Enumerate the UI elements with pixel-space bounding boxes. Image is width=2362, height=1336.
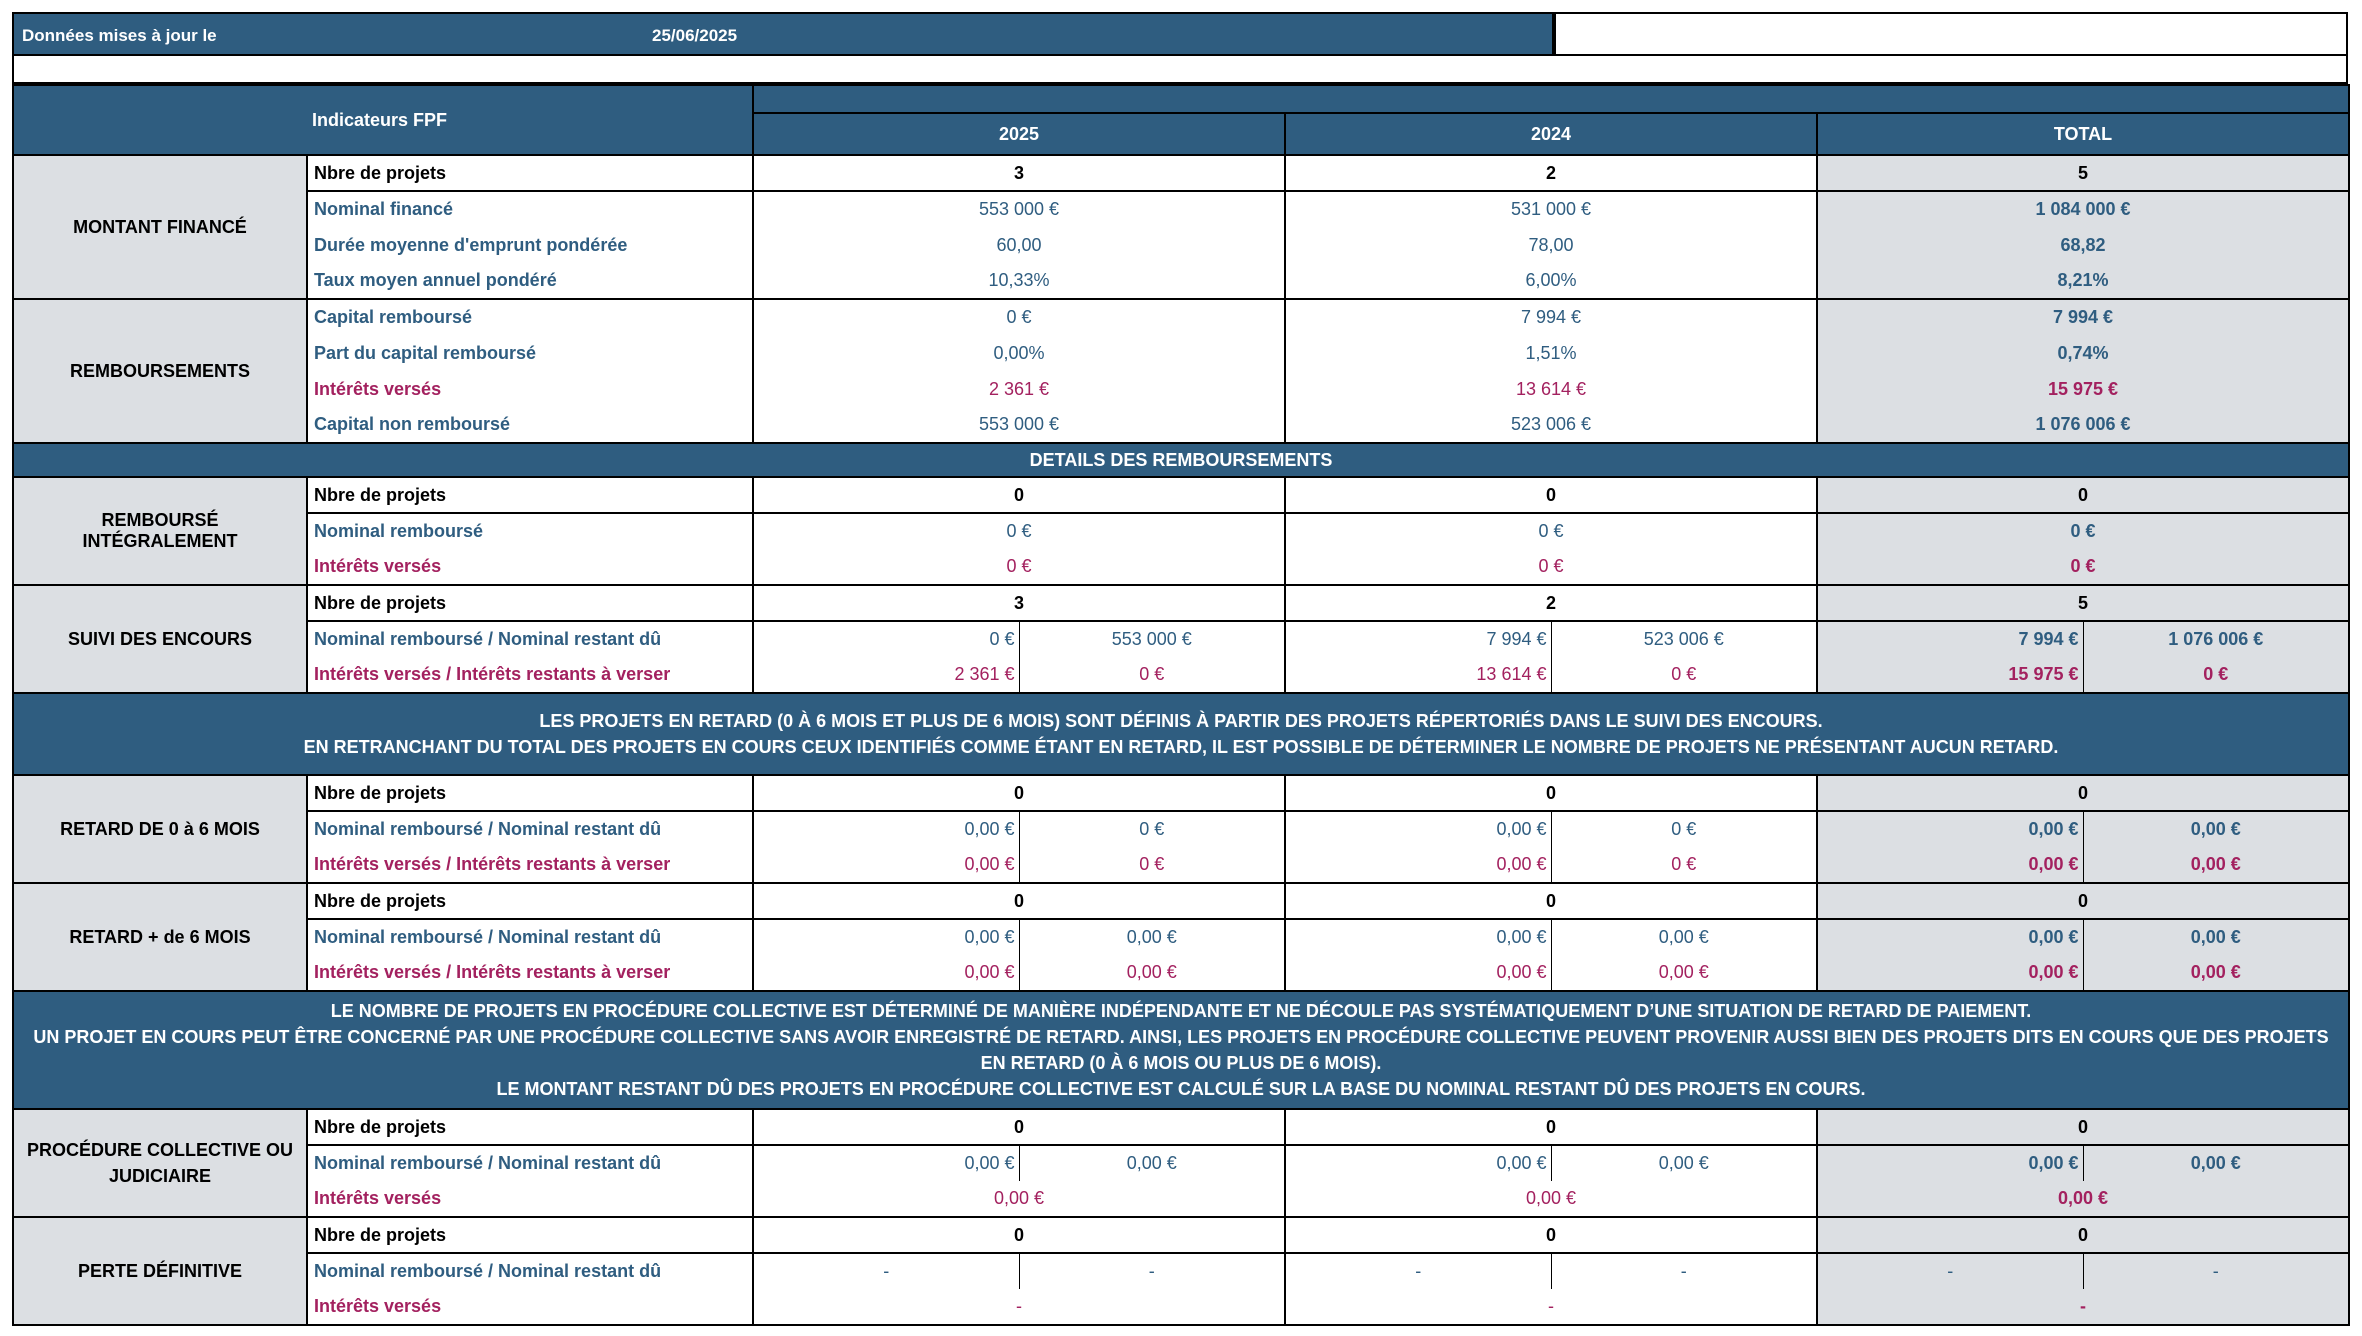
row-label: Nbre de projets	[307, 775, 753, 811]
spacer-row	[12, 56, 2348, 84]
cell-2024: 0	[1285, 1109, 1817, 1145]
cell-total-b: 0,00 €	[2083, 811, 2349, 847]
cell-total: 0	[1817, 477, 2349, 513]
row-label: Nominal remboursé	[307, 513, 753, 549]
update-info-bar	[12, 12, 1554, 56]
cell-total: 68,82	[1817, 227, 2349, 263]
update-label: Données mises à jour le	[22, 26, 217, 45]
row-label: Nbre de projets	[307, 155, 753, 191]
cell-total-b: 0,00 €	[2083, 847, 2349, 883]
row-label: Nbre de projets	[307, 1217, 753, 1253]
row-label: Intérêts versés	[307, 549, 753, 585]
row-label: Nominal remboursé / Nominal restant dû	[307, 811, 753, 847]
cell-2024-a: 0,00 €	[1285, 955, 1551, 991]
cell-2024-a: 13 614 €	[1285, 657, 1551, 693]
year-2025-header: 2025	[753, 113, 1285, 155]
cell-2025: 2 361 €	[753, 371, 1285, 407]
section-remboursements: REMBOURSEMENTS	[13, 299, 307, 443]
cell-total: 0	[1817, 883, 2349, 919]
cell-total-a: 0,00 €	[1817, 955, 2083, 991]
cell-2025-b: 0,00 €	[1019, 955, 1285, 991]
row-label: Intérêts versés	[307, 371, 753, 407]
cell-total: 1 084 000 €	[1817, 191, 2349, 227]
cell-total-b: 0,00 €	[2083, 1145, 2349, 1181]
banner-line: EN RETRANCHANT DU TOTAL DES PROJETS EN COURS CEUX IDENTIFIÉS COMME ÉTANT EN RETARD, IL EST POSSIBLE DE DÉTERMINER LE NOMBRE DE PROJETS NE PRÉSENTANT AUCUN RETARD.	[303, 737, 2059, 757]
banner-line: LES PROJETS EN RETARD (0 À 6 MOIS ET PLUS DE 6 MOIS) SONT DÉFINIS À PARTIR DES PROJETS RÉPERTORIÉS DANS LE SUIVI DES ENCOURS.	[539, 711, 1823, 731]
update-date: 25/06/2025	[652, 26, 738, 45]
total-header: TOTAL	[1817, 113, 2349, 155]
cell-2024-b: -	[1551, 1253, 1817, 1289]
cell-2024-b: 0 €	[1551, 847, 1817, 883]
year-2024-header: 2024	[1285, 113, 1817, 155]
row-label: Durée moyenne d'emprunt pondérée	[307, 227, 753, 263]
cell-2024-b: 0,00 €	[1551, 919, 1817, 955]
cell-2024: 2	[1285, 155, 1817, 191]
cell-total: 0	[1817, 775, 2349, 811]
cell-2024: 7 994 €	[1285, 299, 1817, 335]
cell-2024: 2	[1285, 585, 1817, 621]
section-perte-definitive: PERTE DÉFINITIVE	[13, 1217, 307, 1325]
cell-2025: 0,00 €	[753, 1181, 1285, 1217]
cell-2024: 6,00%	[1285, 263, 1817, 299]
row-label: Intérêts versés / Intérêts restants à verser	[307, 847, 753, 883]
banner-line: UN PROJET EN COURS PEUT ÊTRE CONCERNÉ PAR UNE PROCÉDURE COLLECTIVE SANS AVOIR ENREGISTRÉ DE RETARD. AINSI, LES PROJETS EN PROCÉDURE COLLECTIVE PEUVENT PROVENIR AUSSI BIEN DES PROJETS DITS EN COURS QUE DES PROJETS	[33, 1027, 2329, 1047]
cell-total-a: 0,00 €	[1817, 811, 2083, 847]
cell-total: 0,74%	[1817, 335, 2349, 371]
cell-2025: 553 000 €	[753, 191, 1285, 227]
cell-2025: 0 €	[753, 513, 1285, 549]
cell-total: 7 994 €	[1817, 299, 2349, 335]
row-label: Intérêts versés	[307, 1181, 753, 1217]
section-rembourse-integralement: REMBOURSÉ INTÉGRALEMENT	[13, 477, 307, 585]
cell-2025: 0	[753, 477, 1285, 513]
cell-2025-b: 0 €	[1019, 657, 1285, 693]
row-label: Nominal remboursé / Nominal restant dû	[307, 1145, 753, 1181]
row-label: Intérêts versés / Intérêts restants à verser	[307, 657, 753, 693]
cell-2024: 0	[1285, 775, 1817, 811]
cell-total: 0 €	[1817, 513, 2349, 549]
cell-2024: 531 000 €	[1285, 191, 1817, 227]
cell-2025-b: 553 000 €	[1019, 621, 1285, 657]
row-label: Nbre de projets	[307, 883, 753, 919]
row-label: Nominal financé	[307, 191, 753, 227]
cell-2025: 0	[753, 775, 1285, 811]
indicators-title: Indicateurs FPF	[13, 85, 753, 155]
banner-line: LE NOMBRE DE PROJETS EN PROCÉDURE COLLECTIVE EST DÉTERMINÉ DE MANIÈRE INDÉPENDANTE ET NE DÉCOULE PAS SYSTÉMATIQUEMENT D’UNE SITUATION DE RETARD DE PAIEMENT.	[330, 1001, 2032, 1021]
cell-2024: 0 €	[1285, 513, 1817, 549]
cell-2025-b: 0 €	[1019, 811, 1285, 847]
cell-2025: -	[753, 1289, 1285, 1325]
cell-2025-a: 2 361 €	[753, 657, 1019, 693]
row-label: Capital non remboursé	[307, 407, 753, 443]
row-label: Intérêts versés	[307, 1289, 753, 1325]
cell-total-a: 15 975 €	[1817, 657, 2083, 693]
header-empty-cell	[1554, 12, 2348, 56]
cell-2024: 0	[1285, 1217, 1817, 1253]
cell-2024-a: 0,00 €	[1285, 847, 1551, 883]
cell-2025: 0 €	[753, 299, 1285, 335]
cell-2025-a: 0,00 €	[753, 811, 1019, 847]
section-montant-finance: MONTANT FINANCÉ	[13, 155, 307, 299]
cell-2024-b: 0 €	[1551, 811, 1817, 847]
cell-2024-b: 523 006 €	[1551, 621, 1817, 657]
row-label: Nominal remboursé / Nominal restant dû	[307, 1253, 753, 1289]
banner-line: EN RETARD (0 À 6 MOIS OU PLUS DE 6 MOIS).	[980, 1053, 1382, 1073]
cell-2024-a: -	[1285, 1253, 1551, 1289]
cell-total: 5	[1817, 585, 2349, 621]
cell-2025: 553 000 €	[753, 407, 1285, 443]
cell-total-a: 7 994 €	[1817, 621, 2083, 657]
row-label: Nominal remboursé / Nominal restant dû	[307, 919, 753, 955]
cell-total-b: 0 €	[2083, 657, 2349, 693]
cell-2024-a: 7 994 €	[1285, 621, 1551, 657]
cell-total: 8,21%	[1817, 263, 2349, 299]
cell-2025-a: 0,00 €	[753, 847, 1019, 883]
procedure-info-banner	[13, 991, 2349, 1109]
cell-total-b: 1 076 006 €	[2083, 621, 2349, 657]
cell-total-a: 0,00 €	[1817, 847, 2083, 883]
cell-total: 0 €	[1817, 549, 2349, 585]
cell-2024: 13 614 €	[1285, 371, 1817, 407]
cell-2024-b: 0,00 €	[1551, 1145, 1817, 1181]
cell-total: 15 975 €	[1817, 371, 2349, 407]
row-label: Nbre de projets	[307, 1109, 753, 1145]
cell-2025: 3	[753, 155, 1285, 191]
section-retard-plus-6: RETARD + de 6 MOIS	[13, 883, 307, 991]
cell-2025-a: 0,00 €	[753, 1145, 1019, 1181]
cell-total: 0	[1817, 1109, 2349, 1145]
header-blank	[753, 85, 2349, 113]
retard-info-banner	[13, 693, 2349, 775]
row-label: Taux moyen annuel pondéré	[307, 263, 753, 299]
row-label: Part du capital remboursé	[307, 335, 753, 371]
cell-2025: 10,33%	[753, 263, 1285, 299]
details-title: DETAILS DES REMBOURSEMENTS	[13, 443, 2349, 477]
cell-total: 1 076 006 €	[1817, 407, 2349, 443]
banner-line: LE MONTANT RESTANT DÛ DES PROJETS EN PROCÉDURE COLLECTIVE EST CALCULÉ SUR LA BASE DU NOMINAL RESTANT DÛ DES PROJETS EN COURS.	[496, 1079, 1866, 1099]
section-suivi-encours: SUIVI DES ENCOURS	[13, 585, 307, 693]
cell-2025: 60,00	[753, 227, 1285, 263]
cell-2024-b: 0,00 €	[1551, 955, 1817, 991]
cell-2025: 0	[753, 1217, 1285, 1253]
cell-2025-a: 0,00 €	[753, 955, 1019, 991]
row-label: Nbre de projets	[307, 477, 753, 513]
cell-2025-b: 0 €	[1019, 847, 1285, 883]
cell-2024: 0	[1285, 477, 1817, 513]
cell-2025: 0 €	[753, 549, 1285, 585]
cell-total: 5	[1817, 155, 2349, 191]
cell-total-b: 0,00 €	[2083, 919, 2349, 955]
cell-2025: 3	[753, 585, 1285, 621]
cell-total: -	[1817, 1289, 2349, 1325]
row-label: Intérêts versés / Intérêts restants à verser	[307, 955, 753, 991]
cell-total-a: -	[1817, 1253, 2083, 1289]
cell-2024: 0 €	[1285, 549, 1817, 585]
cell-2025-a: 0,00 €	[753, 919, 1019, 955]
cell-2024: 0	[1285, 883, 1817, 919]
cell-2025: 0	[753, 1109, 1285, 1145]
cell-total-a: 0,00 €	[1817, 919, 2083, 955]
fpf-indicators-table	[12, 84, 2350, 1326]
cell-2025: 0	[753, 883, 1285, 919]
cell-2025-a: 0 €	[753, 621, 1019, 657]
cell-2025-b: -	[1019, 1253, 1285, 1289]
cell-2025-b: 0,00 €	[1019, 1145, 1285, 1181]
cell-2024: 78,00	[1285, 227, 1817, 263]
cell-2024: 523 006 €	[1285, 407, 1817, 443]
section-retard-0-6: RETARD DE 0 à 6 MOIS	[13, 775, 307, 883]
cell-2024-a: 0,00 €	[1285, 1145, 1551, 1181]
cell-2024: -	[1285, 1289, 1817, 1325]
row-label: Nbre de projets	[307, 585, 753, 621]
row-label: Capital remboursé	[307, 299, 753, 335]
cell-total: 0,00 €	[1817, 1181, 2349, 1217]
cell-2025: 0,00%	[753, 335, 1285, 371]
cell-total: 0	[1817, 1217, 2349, 1253]
cell-2024-a: 0,00 €	[1285, 811, 1551, 847]
cell-2024-a: 0,00 €	[1285, 919, 1551, 955]
cell-2025-a: -	[753, 1253, 1019, 1289]
cell-2024: 0,00 €	[1285, 1181, 1817, 1217]
section-procedure-collective: PROCÉDURE COLLECTIVE OU JUDICIAIRE	[13, 1109, 307, 1217]
cell-total-b: -	[2083, 1253, 2349, 1289]
row-label: Nominal remboursé / Nominal restant dû	[307, 621, 753, 657]
cell-2024: 1,51%	[1285, 335, 1817, 371]
cell-total-a: 0,00 €	[1817, 1145, 2083, 1181]
cell-2025-b: 0,00 €	[1019, 919, 1285, 955]
cell-total-b: 0,00 €	[2083, 955, 2349, 991]
cell-2024-b: 0 €	[1551, 657, 1817, 693]
